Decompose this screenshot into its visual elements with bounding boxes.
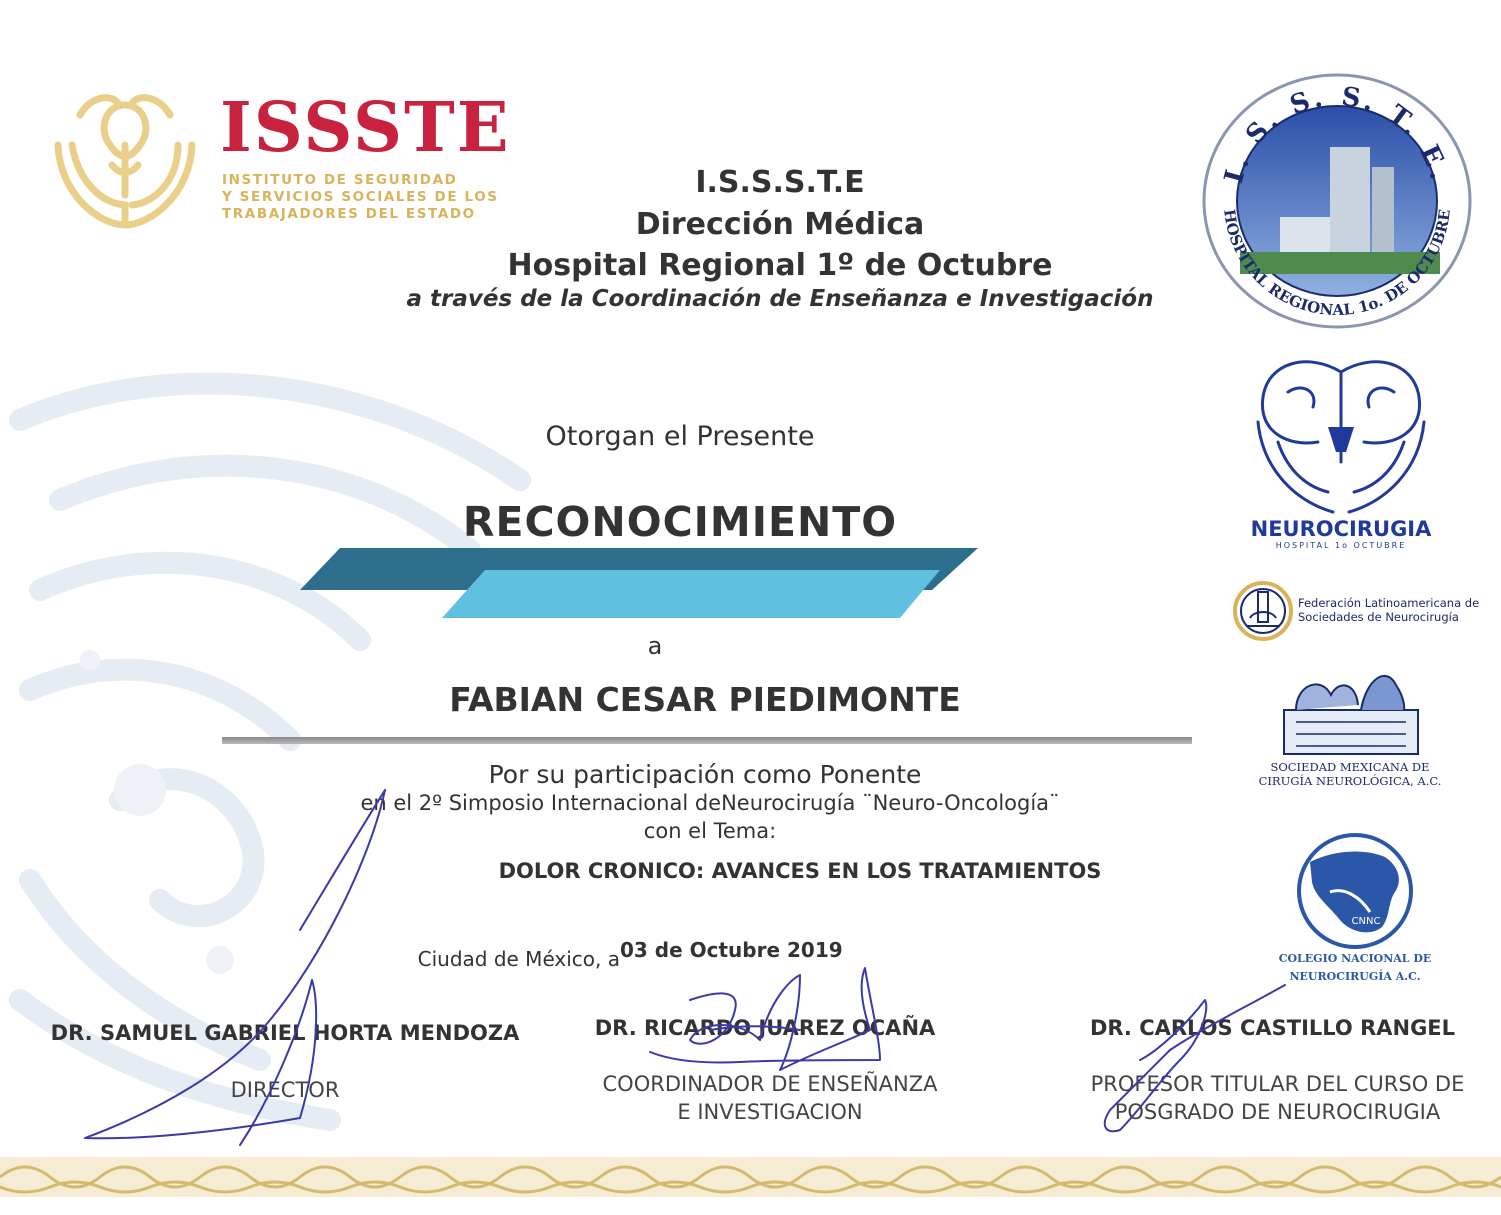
presentation-topic: DOLOR CRONICO: AVANCES EN LOS TRATAMIENTOS	[498, 859, 1102, 883]
header-hospital: Hospital Regional 1º de Octubre	[507, 248, 1053, 283]
smcn-name-line2: CIRUGÍA NEUROLÓGICA, A.C.	[1258, 774, 1442, 788]
recipient-underline	[222, 737, 1192, 744]
svg-text:NEUROCIRUGIA: NEUROCIRUGIA	[1250, 517, 1432, 541]
svg-text:I. S. S. S. T. E.: I. S. S. S. T. E.	[1219, 81, 1455, 187]
signatory-professor-role-line1: PROFESOR TITULAR DEL CURSO DE	[1090, 1072, 1465, 1096]
issste-subtitle-line2: Y SERVICIOS SOCIALES DE LOS	[222, 189, 499, 205]
signatory-coordinator-role-line1: COORDINADOR DE ENSEÑANZA	[602, 1072, 938, 1096]
issste-subtitle-line1: INSTITUTO DE SEGURIDAD	[222, 172, 458, 188]
svg-text:CNNC: CNNC	[1351, 916, 1381, 927]
signatory-director-name: DR. SAMUEL GABRIEL HORTA MENDOZA	[50, 1021, 520, 1045]
certificate-title: RECONOCIMIENTO	[462, 498, 898, 546]
date-text: 03 de Octubre 2019	[620, 938, 843, 962]
issste-wordmark: ISSSTE	[220, 88, 511, 168]
signatory-coordinator-role	[560, 1070, 980, 1126]
svg-text:HOSPITAL REGIONAL 1o. DE OCTUB: HOSPITAL REGIONAL 1o. DE OCTUBRE	[1220, 208, 1454, 320]
cnnc-name-line1: COLEGIO NACIONAL DE	[1278, 952, 1432, 965]
header-institution: I.S.S.S.T.E	[695, 165, 865, 200]
flans-name-line1: Federación Latinoamericana de	[1298, 596, 1480, 610]
signatory-coordinator-name: DR. RICARDO JUAREZ OCAÑA	[594, 1016, 936, 1040]
smcn-emblem-icon	[1276, 660, 1426, 760]
participation-line1: Por su participación como Ponente	[488, 760, 922, 789]
signatory-professor-name: DR. CARLOS CASTILLO RANGEL	[1089, 1016, 1456, 1040]
signatory-coordinator-role-line2: E INVESTIGACION	[677, 1100, 863, 1124]
place-text: Ciudad de México, a	[417, 947, 620, 971]
participation-line2: en el 2º Simposio Internacional deNeurocirugía ¨Neuro-Oncología¨	[360, 791, 1060, 815]
svg-text:HOSPITAL 1o OCTUBRE: HOSPITAL 1o OCTUBRE	[1275, 541, 1407, 550]
title-ribbon	[300, 548, 980, 620]
neurocirugia-brain-hands-icon	[1248, 352, 1434, 550]
decorative-border-strip	[0, 1157, 1501, 1197]
flans-name-line2: Sociedades de Neurocirugía	[1298, 610, 1459, 624]
header-direction: Dirección Médica	[635, 207, 925, 242]
signatory-director-role-line1: DIRECTOR	[230, 1078, 340, 1102]
signatory-director-role	[170, 1076, 400, 1104]
issste-subtitle-line3: TRABAJADORES DEL ESTADO	[222, 206, 476, 222]
participation-line3: con el Tema:	[643, 819, 777, 843]
signatory-professor-role-line2: POSGRADO DE NEUROCIRUGIA	[1114, 1100, 1441, 1124]
smcn-name-line1: SOCIEDAD MEXICANA DE	[1270, 760, 1430, 774]
cnnc-name-line2: NEUROCIRUGÍA A.C.	[1289, 970, 1421, 983]
granting-text: Otorgan el Presente	[545, 421, 815, 452]
recipient-preposition: a	[647, 632, 663, 660]
cnnc-map-icon	[1290, 832, 1420, 950]
header-coordination: a través de la Coordinación de Enseñanza e Investigación	[406, 286, 1154, 312]
hospital-seal-icon	[1200, 72, 1474, 330]
signatory-professor-role	[1040, 1070, 1501, 1126]
recipient-name: FABIAN CESAR PIEDIMONTE	[449, 680, 961, 719]
